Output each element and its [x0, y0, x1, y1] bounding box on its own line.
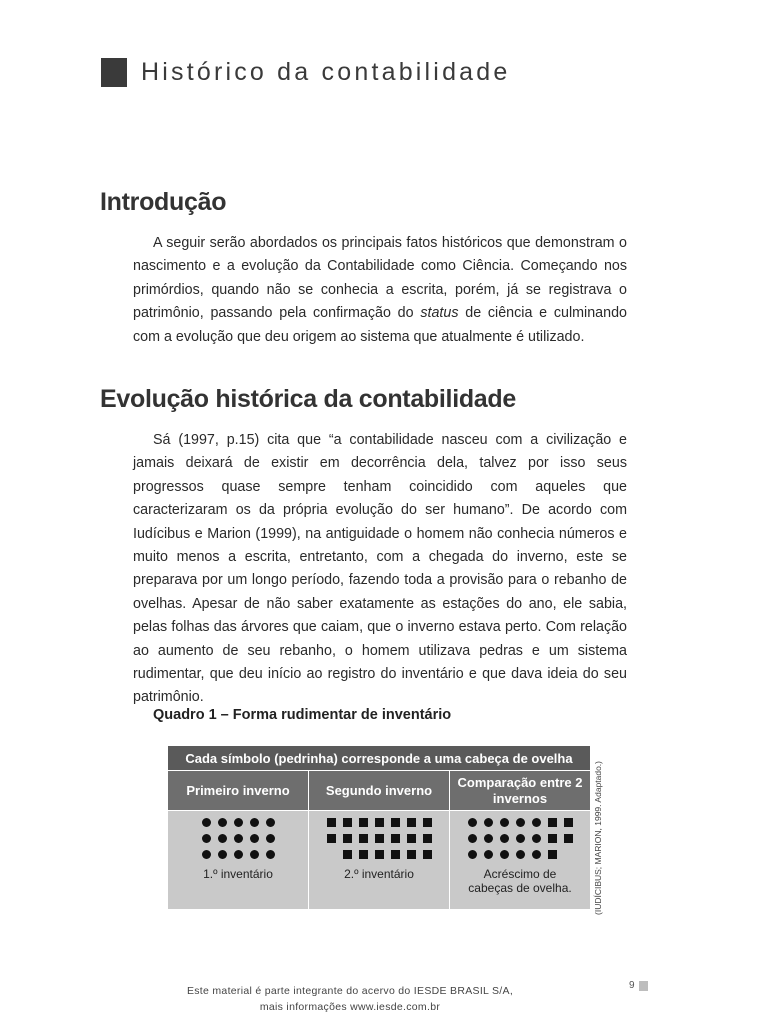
inventory-table: [167, 745, 591, 910]
square-pebble-icon: [359, 818, 368, 827]
caption-comparison: Acréscimo de cabeças de ovelha.: [468, 867, 572, 895]
square-pebble-icon: [327, 834, 336, 843]
page-number-text: 9: [629, 980, 635, 991]
comparison-cell: [450, 811, 591, 910]
page-number: [629, 980, 648, 991]
pebble-icon: [484, 850, 493, 859]
square-pebble-icon: [391, 850, 400, 859]
second-inventory-cell: [309, 811, 450, 910]
chapter-header: [101, 58, 510, 87]
square-pebble-icon: [391, 834, 400, 843]
first-inventory-cell: [168, 811, 309, 910]
caption-second-inventory: 2.º inventário: [344, 867, 414, 881]
square-pebble-icon: [407, 850, 416, 859]
intro-text-italic: status: [420, 305, 459, 322]
square-pebble-icon: [375, 818, 384, 827]
square-pebble-icon: [359, 834, 368, 843]
pebble-grid-comparison: [450, 817, 590, 859]
intro-paragraph: [133, 232, 627, 349]
square-pebble-icon: [375, 850, 384, 859]
pebble-icon: [516, 834, 525, 843]
square-pebble-icon: [564, 818, 573, 827]
pebble-icon: [202, 834, 211, 843]
footer-line-1: Este material é parte integrante do acervo do IESDE BRASIL S/A,: [186, 985, 514, 997]
evolucao-heading: Evolução histórica da contabilidade: [100, 385, 516, 413]
pebble-icon: [202, 818, 211, 827]
column-header-first-winter: Primeiro inverno: [168, 771, 309, 811]
square-pebble-icon: [548, 818, 557, 827]
pebble-icon: [500, 850, 509, 859]
page-marker-icon: [639, 981, 648, 991]
pebble-icon: [250, 818, 259, 827]
pebble-icon: [484, 834, 493, 843]
square-pebble-icon: [423, 850, 432, 859]
pebble-icon: [218, 818, 227, 827]
square-pebble-icon: [548, 834, 557, 843]
column-header-second-winter: Segundo inverno: [309, 771, 450, 811]
pebble-icon: [218, 850, 227, 859]
evolucao-paragraph: [133, 429, 627, 710]
square-pebble-icon: [375, 834, 384, 843]
footer-line-2: mais informações www.iesde.com.br: [259, 1001, 441, 1013]
column-header-comparison: Comparação entre 2 invernos: [450, 771, 591, 811]
pebble-icon: [234, 850, 243, 859]
chapter-title: Histórico da contabilidade: [141, 58, 511, 86]
square-pebble-icon: [359, 850, 368, 859]
pebble-icon: [468, 834, 477, 843]
pebble-icon: [532, 834, 541, 843]
pebble-icon: [234, 818, 243, 827]
square-pebble-icon: [564, 834, 573, 843]
intro-text-2: de ciência e culminando com a evolução que deu origem ao sistema que atualmente é utilizado.: [133, 305, 627, 345]
chapter-square-icon: [101, 58, 127, 87]
square-pebble-icon: [343, 850, 352, 859]
square-pebble-icon: [343, 834, 352, 843]
pebble-icon: [266, 834, 275, 843]
caption-first-inventory: 1.º inventário: [203, 867, 273, 881]
pebble-icon: [218, 834, 227, 843]
intro-text-1: A seguir serão abordados os principais fatos históricos que demonstram o nascimento e a evolução da Contabilidade como Ciência. Começando nos primórdios, quando não se conhecia a escrita, porém, já se registrava o patrimônio, passando pela confirmação do: [133, 235, 627, 322]
square-pebble-icon: [407, 818, 416, 827]
pebble-icon: [250, 834, 259, 843]
pebble-icon: [484, 818, 493, 827]
square-pebble-icon: [423, 834, 432, 843]
pebble-grid-first: [168, 817, 308, 859]
pebble-grid-second: [309, 817, 449, 859]
square-pebble-icon: [391, 818, 400, 827]
intro-heading: Introdução: [100, 188, 227, 216]
pebble-icon: [468, 818, 477, 827]
pebble-icon: [500, 834, 509, 843]
square-pebble-icon: [548, 850, 557, 859]
square-pebble-icon: [423, 818, 432, 827]
pebble-icon: [532, 850, 541, 859]
pebble-icon: [234, 834, 243, 843]
pebble-icon: [532, 818, 541, 827]
pebble-icon: [250, 850, 259, 859]
square-pebble-icon: [343, 818, 352, 827]
pebble-icon: [202, 850, 211, 859]
pebble-icon: [468, 850, 477, 859]
table-main-header: Cada símbolo (pedrinha) corresponde a uma cabeça de ovelha: [168, 746, 591, 771]
pebble-icon: [500, 818, 509, 827]
pebble-icon: [266, 850, 275, 859]
source-citation: (IUDÍCIBUS; MARION, 1999. Adaptado.): [593, 760, 603, 915]
evolucao-text: Sá (1997, p.15) cita que “a contabilidade nasceu com a civilização e jamais deixará de existir em decorrência dela, talvez por isso seus progressos quase sempre tenham coincidido com aqueles que caracterizaram os da própria evolução do ser humano”. De acordo com Iudícibus e Marion (1999), na antiguidade o homem não conhecia números e muito menos a escrita, entretanto, com a chegada do inverno, este se preparava por um longo período, fazendo toda a provisão para o rebanho de ovelhas. Apesar de não saber exatamente as estações do ano, ele sabia, pelas folhas das árvores que caiam, que o inverno estava perto. Com relação ao aumento de seu rebanho, o homem utilizava pedras e um sistema rudimentar, que deu início ao registro do inventário e que dava ideia do seu patrimônio.: [133, 432, 627, 706]
pebble-icon: [266, 818, 275, 827]
pebble-icon: [516, 850, 525, 859]
footer: [150, 983, 550, 1015]
square-pebble-icon: [327, 818, 336, 827]
pebble-icon: [516, 818, 525, 827]
quadro-title: Quadro 1 – Forma rudimentar de inventário: [153, 707, 452, 723]
square-pebble-icon: [407, 834, 416, 843]
